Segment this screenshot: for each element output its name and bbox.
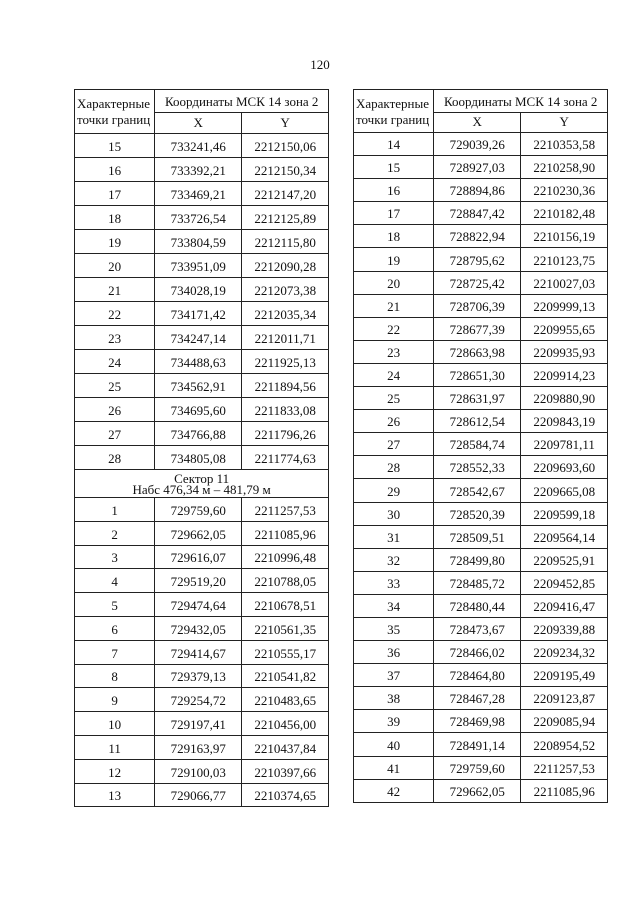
y-coordinate-cell: 2209525,91 [521, 548, 608, 571]
point-number-cell: 27 [75, 422, 155, 446]
point-number-cell: 21 [75, 278, 155, 302]
x-coordinate-cell: 729432,05 [155, 616, 242, 640]
table-row [354, 248, 608, 271]
point-number-cell: 23 [354, 340, 434, 363]
point-number-cell: 26 [75, 398, 155, 422]
table-row [75, 254, 329, 278]
x-coordinate-cell: 734171,42 [155, 302, 242, 326]
point-number-cell: 2 [75, 521, 155, 545]
table-row [354, 641, 608, 664]
point-number-cell: 42 [354, 779, 434, 802]
table-row [354, 456, 608, 479]
point-number-cell: 20 [354, 271, 434, 294]
table-row [75, 664, 329, 688]
point-number-cell: 16 [75, 158, 155, 182]
y-coordinate-cell: 2209339,88 [521, 617, 608, 640]
point-number-cell: 29 [354, 479, 434, 502]
table-row [75, 498, 329, 522]
x-coordinate-cell: 728542,67 [434, 479, 521, 502]
point-number-cell: 18 [75, 206, 155, 230]
y-coordinate-cell: 2210182,48 [521, 202, 608, 225]
y-coordinate-cell: 2209665,08 [521, 479, 608, 502]
y-coordinate-cell: 2210788,05 [242, 569, 329, 593]
x-coordinate-cell: 728795,62 [434, 248, 521, 271]
point-number-cell: 30 [354, 502, 434, 525]
table-row [354, 479, 608, 502]
y-coordinate-cell: 2211085,96 [521, 779, 608, 802]
table-row [354, 733, 608, 756]
table-row [75, 158, 329, 182]
table-body [354, 90, 608, 803]
point-number-cell: 15 [75, 134, 155, 158]
point-number-cell: 38 [354, 687, 434, 710]
y-coordinate-cell: 2209234,32 [521, 641, 608, 664]
table-row [75, 712, 329, 736]
points-header-line1: Характерные [356, 96, 429, 111]
table-row [75, 350, 329, 374]
point-number-cell: 33 [354, 571, 434, 594]
y-coordinate-cell: 2210561,35 [242, 616, 329, 640]
table-row [75, 545, 329, 569]
table-row [354, 340, 608, 363]
table-row [354, 294, 608, 317]
y-coordinate-cell: 2210483,65 [242, 688, 329, 712]
y-coordinate-cell: 2211257,53 [242, 498, 329, 522]
y-coordinate-cell: 2211085,96 [242, 521, 329, 545]
table-row [354, 756, 608, 779]
table-row [75, 278, 329, 302]
y-coordinate-cell: 2209781,11 [521, 433, 608, 456]
table-row [354, 525, 608, 548]
table-row [75, 446, 329, 470]
table-row [75, 398, 329, 422]
y-coordinate-cell: 2211894,56 [242, 374, 329, 398]
y-coordinate-cell: 2212150,34 [242, 158, 329, 182]
table-row [354, 433, 608, 456]
y-coordinate-cell: 2210027,03 [521, 271, 608, 294]
x-coordinate-cell: 729759,60 [434, 756, 521, 779]
x-coordinate-cell: 728822,94 [434, 225, 521, 248]
x-coordinate-cell: 733804,59 [155, 230, 242, 254]
table-row [354, 179, 608, 202]
x-coordinate-cell: 734766,88 [155, 422, 242, 446]
point-number-cell: 5 [75, 593, 155, 617]
point-number-cell: 17 [354, 202, 434, 225]
y-coordinate-cell: 2209123,87 [521, 687, 608, 710]
y-coordinate-cell: 2209416,47 [521, 594, 608, 617]
y-coordinate-cell: 2209195,49 [521, 664, 608, 687]
point-number-cell: 11 [75, 735, 155, 759]
x-coordinate-cell: 729616,07 [155, 545, 242, 569]
x-coordinate-cell: 734247,14 [155, 326, 242, 350]
point-number-cell: 25 [75, 374, 155, 398]
point-number-cell: 28 [354, 456, 434, 479]
x-coordinate-cell: 729197,41 [155, 712, 242, 736]
point-number-cell: 14 [354, 133, 434, 156]
y-coordinate-cell: 2209693,60 [521, 456, 608, 479]
point-number-cell: 18 [354, 225, 434, 248]
y-coordinate-cell: 2212125,89 [242, 206, 329, 230]
table-row [354, 133, 608, 156]
point-number-cell: 7 [75, 640, 155, 664]
y-coordinate-cell: 2211257,53 [521, 756, 608, 779]
y-coordinate-cell: 2212011,71 [242, 326, 329, 350]
point-number-cell: 26 [354, 410, 434, 433]
y-coordinate-cell: 2210437,84 [242, 735, 329, 759]
point-number-cell: 4 [75, 569, 155, 593]
table-row [354, 156, 608, 179]
y-coordinate-cell: 2209085,94 [521, 710, 608, 733]
point-number-cell: 13 [75, 783, 155, 807]
x-coordinate-cell: 733726,54 [155, 206, 242, 230]
table-row [75, 616, 329, 640]
table-row [354, 687, 608, 710]
point-number-cell: 25 [354, 387, 434, 410]
x-coordinate-cell: 728584,74 [434, 433, 521, 456]
x-coordinate-cell: 733241,46 [155, 134, 242, 158]
table-row [75, 374, 329, 398]
x-coordinate-cell: 729039,26 [434, 133, 521, 156]
x-coordinate-cell: 729379,13 [155, 664, 242, 688]
point-number-cell: 39 [354, 710, 434, 733]
x-coordinate-cell: 734805,08 [155, 446, 242, 470]
table-row [75, 521, 329, 545]
point-number-cell: 24 [354, 363, 434, 386]
x-coordinate-cell: 728706,39 [434, 294, 521, 317]
x-coordinate-cell: 729662,05 [155, 521, 242, 545]
x-coordinate-cell: 734488,63 [155, 350, 242, 374]
x-coordinate-cell: 728469,98 [434, 710, 521, 733]
coords-header: Координаты МСК 14 зона 2 [155, 90, 329, 113]
point-number-cell: 8 [75, 664, 155, 688]
y-coordinate-cell: 2210678,51 [242, 593, 329, 617]
point-number-cell: 21 [354, 294, 434, 317]
x-coordinate-cell: 729254,72 [155, 688, 242, 712]
x-coordinate-cell: 728847,42 [434, 202, 521, 225]
y-header: Y [521, 113, 608, 133]
point-number-cell: 9 [75, 688, 155, 712]
y-coordinate-cell: 2211833,08 [242, 398, 329, 422]
table-row [75, 640, 329, 664]
sector-row [75, 470, 329, 498]
table-row [75, 422, 329, 446]
x-coordinate-cell: 728927,03 [434, 156, 521, 179]
x-coordinate-cell: 728499,80 [434, 548, 521, 571]
y-coordinate-cell: 2212073,38 [242, 278, 329, 302]
table-row [354, 225, 608, 248]
y-coordinate-cell: 2211796,26 [242, 422, 329, 446]
y-coordinate-cell: 2211925,13 [242, 350, 329, 374]
point-number-cell: 22 [75, 302, 155, 326]
point-number-cell: 28 [75, 446, 155, 470]
table-row [75, 688, 329, 712]
points-header-line2: точки границ [356, 112, 430, 127]
table-row [75, 759, 329, 783]
points-header [354, 90, 434, 133]
x-coordinate-cell: 728894,86 [434, 179, 521, 202]
y-coordinate-cell: 2210397,66 [242, 759, 329, 783]
table-row [75, 302, 329, 326]
y-coordinate-cell: 2212115,80 [242, 230, 329, 254]
table-row [354, 548, 608, 571]
x-coordinate-cell: 728466,02 [434, 641, 521, 664]
y-coordinate-cell: 2210123,75 [521, 248, 608, 271]
point-number-cell: 35 [354, 617, 434, 640]
x-coordinate-cell: 728473,67 [434, 617, 521, 640]
y-coordinate-cell: 2208954,52 [521, 733, 608, 756]
y-coordinate-cell: 2212150,06 [242, 134, 329, 158]
y-coordinate-cell: 2210996,48 [242, 545, 329, 569]
y-coordinate-cell: 2212035,34 [242, 302, 329, 326]
point-number-cell: 10 [75, 712, 155, 736]
table-row [354, 664, 608, 687]
y-coordinate-cell: 2210230,36 [521, 179, 608, 202]
y-coordinate-cell: 2210258,90 [521, 156, 608, 179]
point-number-cell: 17 [75, 182, 155, 206]
table-row [354, 317, 608, 340]
x-coordinate-cell: 733392,21 [155, 158, 242, 182]
table-row [354, 594, 608, 617]
table-row [354, 363, 608, 386]
y-coordinate-cell: 2209999,13 [521, 294, 608, 317]
point-number-cell: 1 [75, 498, 155, 522]
x-coordinate-cell: 728491,14 [434, 733, 521, 756]
y-coordinate-cell: 2210156,19 [521, 225, 608, 248]
table-row [354, 502, 608, 525]
points-header-line2: точки границ [77, 112, 151, 127]
x-coordinate-cell: 734028,19 [155, 278, 242, 302]
table-row [75, 182, 329, 206]
table-row [75, 230, 329, 254]
x-coordinate-cell: 733951,09 [155, 254, 242, 278]
x-coordinate-cell: 729519,20 [155, 569, 242, 593]
y-coordinate-cell: 2212147,20 [242, 182, 329, 206]
table-row [354, 710, 608, 733]
x-coordinate-cell: 728651,30 [434, 363, 521, 386]
table-row [75, 735, 329, 759]
y-coordinate-cell: 2209599,18 [521, 502, 608, 525]
table-row [75, 326, 329, 350]
point-number-cell: 41 [354, 756, 434, 779]
point-number-cell: 34 [354, 594, 434, 617]
table-row [354, 779, 608, 802]
coordinates-table-left [74, 89, 329, 807]
y-coordinate-cell: 2209880,90 [521, 387, 608, 410]
table-row [354, 571, 608, 594]
sector-title: Сектор 11 [174, 470, 230, 486]
table-row [75, 134, 329, 158]
x-coordinate-cell: 729759,60 [155, 498, 242, 522]
y-coordinate-cell: 2210353,58 [521, 133, 608, 156]
x-coordinate-cell: 733469,21 [155, 182, 242, 206]
y-coordinate-cell: 2210541,82 [242, 664, 329, 688]
table-row [354, 202, 608, 225]
y-coordinate-cell: 2209452,85 [521, 571, 608, 594]
point-number-cell: 15 [354, 156, 434, 179]
x-coordinate-cell: 728467,28 [434, 687, 521, 710]
header-row [354, 90, 608, 113]
point-number-cell: 19 [75, 230, 155, 254]
x-coordinate-cell: 728631,97 [434, 387, 521, 410]
table-row [75, 783, 329, 807]
point-number-cell: 40 [354, 733, 434, 756]
point-number-cell: 23 [75, 326, 155, 350]
point-number-cell: 37 [354, 664, 434, 687]
x-coordinate-cell: 729662,05 [434, 779, 521, 802]
x-coordinate-cell: 734562,91 [155, 374, 242, 398]
sector-subtitle: Набс 476,34 м – 481,79 м [132, 481, 271, 497]
y-coordinate-cell: 2209564,14 [521, 525, 608, 548]
x-header: X [155, 113, 242, 134]
coords-header: Координаты МСК 14 зона 2 [434, 90, 608, 113]
x-coordinate-cell: 728725,42 [434, 271, 521, 294]
x-coordinate-cell: 729100,03 [155, 759, 242, 783]
y-coordinate-cell: 2209955,65 [521, 317, 608, 340]
table-row [75, 593, 329, 617]
table-row [354, 410, 608, 433]
point-number-cell: 12 [75, 759, 155, 783]
point-number-cell: 31 [354, 525, 434, 548]
table-row [354, 271, 608, 294]
table-row [354, 617, 608, 640]
point-number-cell: 27 [354, 433, 434, 456]
points-header-line1: Характерные [77, 96, 150, 111]
point-number-cell: 20 [75, 254, 155, 278]
x-coordinate-cell: 728552,33 [434, 456, 521, 479]
point-number-cell: 19 [354, 248, 434, 271]
page-number: 120 [310, 57, 330, 72]
x-coordinate-cell: 728509,51 [434, 525, 521, 548]
y-coordinate-cell: 2211774,63 [242, 446, 329, 470]
point-number-cell: 3 [75, 545, 155, 569]
x-coordinate-cell: 729474,64 [155, 593, 242, 617]
x-coordinate-cell: 728485,72 [434, 571, 521, 594]
table-row [75, 206, 329, 230]
y-coordinate-cell: 2209914,23 [521, 363, 608, 386]
x-coordinate-cell: 729066,77 [155, 783, 242, 807]
x-header: X [434, 113, 521, 133]
x-coordinate-cell: 728677,39 [434, 317, 521, 340]
x-coordinate-cell: 729414,67 [155, 640, 242, 664]
x-coordinate-cell: 728663,98 [434, 340, 521, 363]
y-coordinate-cell: 2210374,65 [242, 783, 329, 807]
x-coordinate-cell: 728520,39 [434, 502, 521, 525]
table-row [75, 569, 329, 593]
coordinates-table-right [353, 89, 608, 803]
point-number-cell: 36 [354, 641, 434, 664]
y-coordinate-cell: 2212090,28 [242, 254, 329, 278]
point-number-cell: 32 [354, 548, 434, 571]
y-coordinate-cell: 2210555,17 [242, 640, 329, 664]
x-coordinate-cell: 728480,44 [434, 594, 521, 617]
x-coordinate-cell: 734695,60 [155, 398, 242, 422]
point-number-cell: 16 [354, 179, 434, 202]
points-header [75, 90, 155, 134]
table-body [75, 90, 329, 807]
point-number-cell: 6 [75, 616, 155, 640]
header-row [75, 90, 329, 113]
x-coordinate-cell: 728612,54 [434, 410, 521, 433]
x-coordinate-cell: 729163,97 [155, 735, 242, 759]
table-row [354, 387, 608, 410]
y-coordinate-cell: 2210456,00 [242, 712, 329, 736]
point-number-cell: 24 [75, 350, 155, 374]
point-number-cell: 22 [354, 317, 434, 340]
y-coordinate-cell: 2209843,19 [521, 410, 608, 433]
x-coordinate-cell: 728464,80 [434, 664, 521, 687]
sector-heading [75, 470, 329, 498]
y-coordinate-cell: 2209935,93 [521, 340, 608, 363]
y-header: Y [242, 113, 329, 134]
